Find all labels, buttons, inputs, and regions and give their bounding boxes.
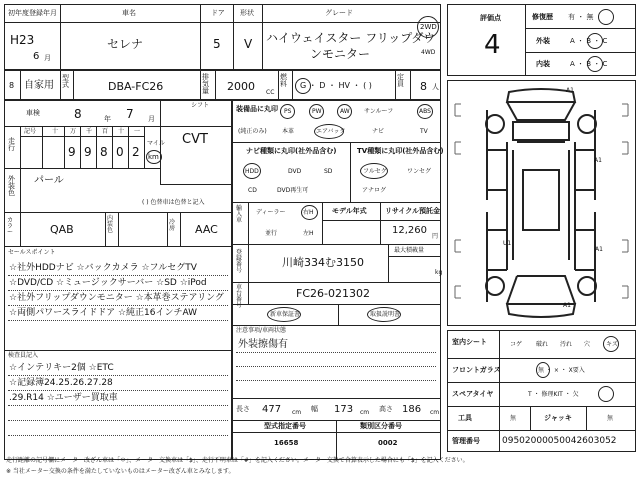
eq-sunroof: サンルーフ	[364, 108, 394, 115]
cc-unit: CC	[266, 89, 275, 96]
capacity-label: 定員	[397, 73, 404, 88]
exterior-color: パール	[34, 175, 64, 186]
spare-label: スペアタイヤ	[452, 390, 494, 398]
registration-number: 川崎334む3150	[282, 256, 364, 269]
digit-5: 2	[132, 145, 140, 159]
height-cm: cm	[430, 409, 440, 416]
import-dealer: ディーラー	[256, 209, 286, 216]
sales-line-1: ☆社外HDDナビ ☆バックカメラ ☆フルセグTV	[9, 263, 197, 273]
import-parallel: 並行	[265, 230, 278, 237]
glass-label: フロントガラス	[452, 366, 501, 374]
exterior-grade-value: A ・ B ・ C	[570, 37, 608, 45]
tv-analog: アナログ	[362, 187, 387, 194]
eq-abs: ABS	[419, 108, 431, 115]
interior-color-label: 内装色	[107, 215, 114, 234]
interior-grade-value: A ・ B ・ C	[570, 60, 608, 68]
notes-text: 外装擦傷有	[238, 339, 288, 350]
sales-line-2: ☆DVD/CD ☆ミュージックサーバー ☆SD ☆iPod	[9, 278, 207, 288]
doors-value: 5	[213, 37, 221, 51]
doors-label: ドア	[211, 9, 225, 17]
new-warranty: 新車保証書	[270, 311, 301, 318]
seat-circle	[603, 336, 619, 352]
footer-line-1: 走行距離の記号欄にメーター改ざん車は「＊」、メーター交換車は「$」、走行不明車は「#」を記入ください。メーター交換で合算表示した場合にも「$」を記入ください。	[6, 457, 469, 464]
capacity-value: 8	[420, 80, 427, 93]
mark-a1-bottom: A1	[563, 302, 571, 309]
ac-value: AAC	[195, 223, 218, 236]
sales-line-3: ☆社外フリップダウンモニター ☆本革巻ステアリング	[9, 293, 224, 303]
seat-label: 室内シート	[452, 338, 487, 346]
eq-airbag: エアバック	[316, 128, 346, 135]
spare-circle	[598, 386, 614, 402]
seat-item-2: 汚れ	[560, 341, 573, 348]
height-label: 高さ	[379, 405, 393, 413]
reg-month: 6	[33, 51, 40, 62]
notes-label: 注意事項/車両状態	[236, 327, 287, 334]
sales-points-label: セールスポイント	[8, 249, 56, 256]
inspector-line-3: .29.R14 ☆ユーザー買取車	[9, 393, 118, 403]
max-load-label: 最大積載量	[394, 247, 425, 254]
digit-h-4: 十	[118, 128, 125, 135]
exterior-grade-label: 外装	[536, 37, 550, 45]
glass-circle	[536, 362, 550, 378]
digit-2: 9	[84, 145, 92, 159]
mark-u1: U1	[503, 240, 512, 247]
import-label: 輸入車	[236, 205, 243, 224]
fuel-label: 燃料	[280, 73, 287, 88]
type-designation-value: 16658	[274, 439, 299, 447]
chassis-label: 車台番号	[236, 284, 243, 309]
color-code-value: QAB	[50, 223, 74, 236]
seat-item-4: キズ	[606, 341, 618, 348]
glass-value: 無 ・ × ・ X要入	[538, 367, 585, 374]
digit-h-2: 千	[86, 128, 93, 135]
mark-a1-right-2: A1	[595, 246, 603, 253]
digit-1: 9	[68, 145, 76, 159]
registration-label: 登録番号	[236, 249, 243, 274]
spare-value: T ・ 修理KIT ・ 欠	[528, 391, 579, 398]
grade-label: グレード	[325, 9, 353, 17]
mark-a1-right-1: A1	[594, 157, 602, 164]
repair-none-circle	[598, 9, 614, 25]
import-left: 左H	[303, 230, 314, 237]
shape-value: V	[244, 37, 253, 51]
length-cm: cm	[292, 409, 302, 416]
displacement-label: 排気量	[202, 73, 209, 95]
inspector-line-1: ☆インテリキー2個 ☆ETC	[9, 363, 114, 373]
seat-item-0: コゲ	[510, 341, 523, 348]
navi-label: ナビ種類に丸印(社外品含む)	[246, 147, 337, 155]
color-code-label: カラー	[7, 217, 14, 236]
inspection-month: 7	[126, 107, 134, 121]
kg-unit: kg	[435, 269, 443, 276]
length-value: 477	[262, 404, 282, 415]
model-value: DBA-FC26	[108, 80, 164, 93]
inspector-line-2: ☆記録簿24.25.26.27.28	[9, 378, 113, 388]
model-label: 型式	[62, 74, 69, 89]
height-value: 186	[402, 404, 422, 415]
interior-grade-label: 内装	[536, 60, 550, 68]
shape-label: 形状	[240, 9, 254, 17]
category-value: 0002	[378, 439, 398, 447]
eq-tv: TV	[420, 128, 428, 135]
repair-value: 有 ・ 無	[568, 13, 594, 21]
mileage-label: 走行	[8, 137, 15, 152]
recycle-yen: 円	[432, 233, 439, 240]
footer-line-2: ※ 当社メーター交換の条件を満たしていないものはメーター改ざん車とみなします。	[6, 468, 235, 475]
grade-line-2: ンモニター	[310, 47, 371, 61]
car-diagram	[447, 80, 636, 326]
eq-navi: ナビ	[372, 128, 385, 135]
use-type: 自家用	[24, 80, 54, 91]
width-value: 173	[334, 404, 354, 415]
digit-h-1: 万	[70, 128, 77, 135]
category-label: 類別区分番号	[360, 422, 402, 430]
displacement-value: 2000	[227, 80, 255, 93]
eq-pw: PW	[312, 108, 322, 115]
reg-year-label: 初年度登録年月	[8, 9, 57, 17]
jack-label: ジャッキ	[544, 414, 572, 422]
model-year-label: モデル年式	[332, 207, 367, 215]
length-label: 長さ	[236, 405, 250, 413]
grade-line-1: ハイウェイスター フリップダウ	[266, 31, 436, 45]
mark-a1-top: A1	[566, 87, 574, 94]
digit-3: 8	[100, 145, 108, 159]
score-label: 評価点	[480, 14, 501, 22]
chassis-number: FC26-021302	[296, 287, 370, 300]
car-name-label: 車名	[122, 9, 136, 17]
mile-label: マイル	[147, 140, 165, 147]
month-unit: 月	[44, 54, 51, 62]
tv-label: TV種類に丸印(社外品含む)	[357, 147, 444, 155]
exterior-note: ( ) 色替車は色替と記入	[142, 199, 205, 206]
mgmt-number: 09502000050042603052	[502, 436, 617, 446]
repair-label: 修復歴	[532, 13, 553, 21]
mileage-record-label: 記号	[24, 128, 37, 135]
recycle-amount: 12,260	[392, 225, 427, 236]
digit-h-5: 一	[134, 128, 141, 135]
width-label: 幅	[311, 405, 318, 413]
import-right: 右H	[303, 209, 314, 216]
navi-hdd: HDD	[245, 168, 259, 175]
digit-h-3: 百	[102, 128, 109, 135]
sales-line-4: ☆両側パワースライドドア ☆純正16インチAW	[9, 308, 198, 318]
type-designation-label: 型式指定番号	[264, 422, 306, 430]
digit-4: 0	[116, 145, 124, 159]
jack-value: 無	[607, 415, 614, 422]
score-value: 4	[484, 30, 501, 60]
inspector-notes-label: 検査員記入	[8, 352, 39, 359]
eq-leather: 本革	[282, 128, 295, 135]
eq-ps: PS	[284, 108, 292, 115]
manual: 取扱説明書	[370, 311, 401, 318]
interior-b-circle	[587, 56, 603, 72]
fuel-options: G ・ D ・ HV ・ ( )	[300, 81, 372, 90]
km-unit: km	[148, 153, 159, 161]
tv-oneseg: ワンセグ	[407, 168, 432, 175]
exterior-label: 外装色	[8, 175, 15, 197]
tools-label: 工具	[458, 414, 472, 422]
inspection-year-unit: 年	[104, 115, 111, 123]
width-cm: cm	[360, 409, 370, 416]
mgmt-label: 管理番号	[452, 437, 480, 445]
drive-2wd: 2WD	[420, 23, 437, 31]
car-name: セレナ	[107, 37, 144, 51]
inspection-year: 8	[74, 107, 82, 121]
recycle-label: リサイクル預託金	[385, 207, 441, 215]
drive-4wd: 4WD	[421, 49, 436, 56]
equipment-label: 装備品に丸印	[236, 105, 278, 113]
seat-item-1: 破れ	[536, 341, 549, 348]
digit-h-0: 十	[52, 128, 59, 135]
seat-item-3: 穴	[584, 341, 591, 348]
tools-value: 無	[510, 415, 517, 422]
use-slot: 8	[9, 81, 15, 90]
ac-label: 冷房	[169, 219, 176, 232]
shift-label: シフト	[191, 102, 210, 109]
equipment-sub: (純正のみ)	[238, 128, 267, 135]
navi-dvd: DVD	[288, 168, 302, 175]
capacity-unit: 人	[432, 83, 439, 91]
shift-value: CVT	[182, 132, 208, 147]
reg-era-year: H23	[10, 33, 35, 47]
navi-dvd-play: DVD再生可	[277, 187, 309, 194]
eq-aw: AW	[340, 108, 350, 115]
inspection-month-unit: 月	[148, 115, 155, 123]
navi-cd: CD	[248, 187, 257, 194]
inspection-label: 車検	[26, 109, 40, 117]
exterior-b-circle	[587, 33, 603, 49]
tv-fullseg: フルセグ	[363, 168, 387, 175]
navi-sd: SD	[324, 168, 333, 175]
